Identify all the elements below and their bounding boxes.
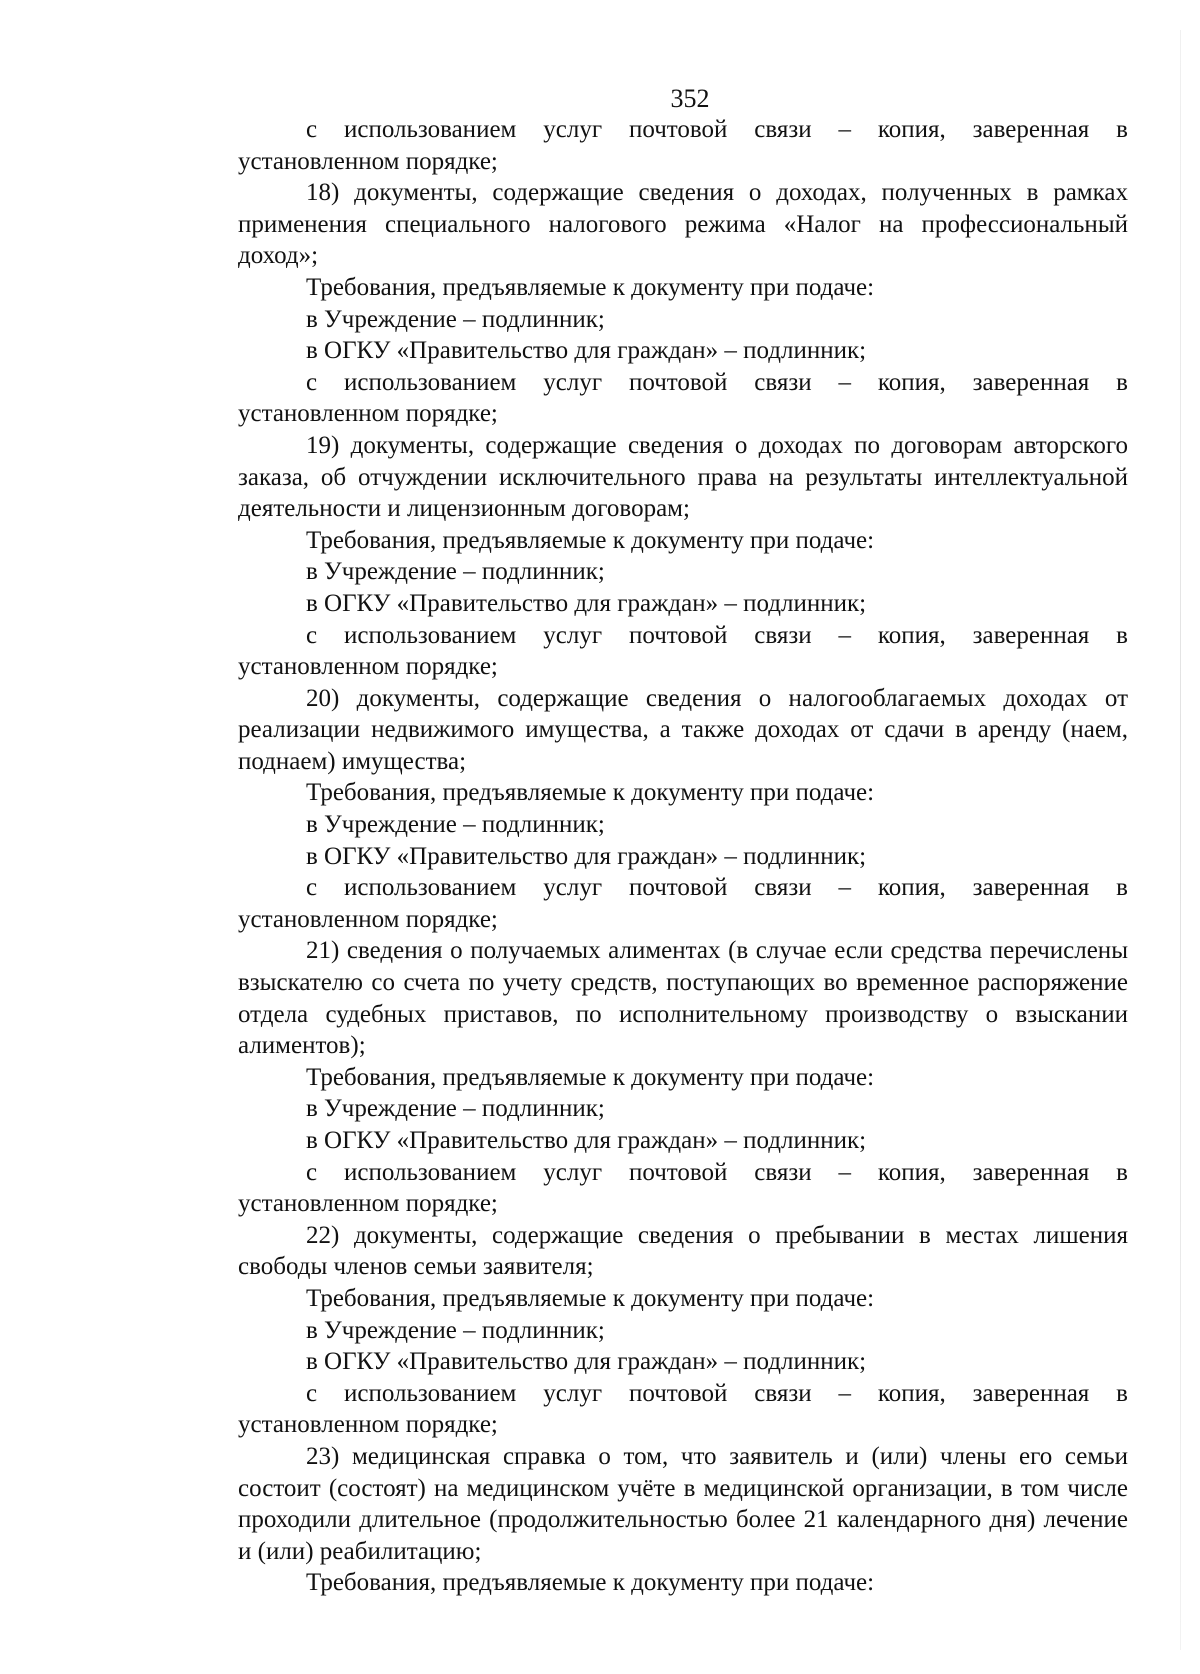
paragraph: Требования, предъявляемые к документу при подаче: (306, 526, 875, 554)
paragraph: в ОГКУ «Правительство для граждан» – подлинник; (306, 842, 867, 870)
paragraph: Требования, предъявляемые к документу при подаче: (306, 1063, 875, 1091)
paragraph: Требования, предъявляемые к документу при подаче: (306, 779, 875, 807)
paragraph: в Учреждение – подлинник; (306, 558, 605, 586)
paragraph: с использованием услуг почтовой связи – копия, заверенная в установленном порядке; (238, 116, 1128, 175)
paragraph: в Учреждение – подлинник; (306, 1316, 605, 1344)
paragraph: 20) документы, содержащие сведения о налогооблагаемых доходах от реализации недвижимого имущества, а также доходах от сдачи в аренду (наем, поднаем) имущества; (238, 684, 1128, 775)
paragraph: Требования, предъявляемые к документу при подаче: (306, 1284, 875, 1312)
paragraph: в ОГКУ «Правительство для граждан» – подлинник; (306, 337, 867, 365)
document-body (238, 114, 1128, 1599)
paragraph: в Учреждение – подлинник; (306, 1095, 605, 1123)
paragraph: в ОГКУ «Правительство для граждан» – подлинник; (306, 589, 867, 617)
paragraph: в ОГКУ «Правительство для граждан» – подлинник; (306, 1348, 867, 1376)
paragraph: с использованием услуг почтовой связи – копия, заверенная в установленном порядке; (238, 1158, 1128, 1218)
paragraph: 22) документы, содержащие сведения о пребывании в местах лишения свободы членов семьи заявителя; (238, 1221, 1128, 1281)
paragraph: с использованием услуг почтовой связи – копия, заверенная в установленном порядке; (238, 874, 1128, 933)
scan-edge-line (1180, 30, 1181, 1650)
paragraph: 18) документы, содержащие сведения о доходах, полученных в рамках применения специального налогового режима «Налог на профессиональный доход»; (238, 179, 1128, 270)
paragraph: Требования, предъявляемые к документу при подаче: (306, 1569, 875, 1597)
paragraph: 23) медицинская справка о том, что заявитель и (или) члены его семьи состоит (состоят) на медицинском учёте в медицинской организации, в том числе проходили длительное (продолжительностью более 21 календарного дня) лечение и (или) реабилитацию; (238, 1442, 1128, 1565)
paragraph: в Учреждение – подлинник; (306, 811, 605, 839)
paragraph: в Учреждение – подлинник; (306, 305, 605, 333)
paragraph: 21) сведения о получаемых алиментах (в случае если средства перечислены взыскателю со счета по учету средств, поступающих во временное распоряжение отдела судебных приставов, по исполнительному производству о взыскании алиментов); (238, 937, 1128, 1060)
paragraph: с использованием услуг почтовой связи – копия, заверенная в установленном порядке; (238, 621, 1128, 681)
paragraph: с использованием услуг почтовой связи – копия, заверенная в установленном порядке; (238, 1379, 1128, 1439)
paragraph: Требования, предъявляемые к документу при подаче: (306, 273, 875, 301)
paragraph: с использованием услуг почтовой связи – копия, заверенная в установленном порядке; (238, 368, 1128, 428)
page-number: 352 (670, 84, 710, 113)
paragraph: в ОГКУ «Правительство для граждан» – подлинник; (306, 1127, 867, 1154)
paragraph: 19) документы, содержащие сведения о доходах по договорам авторского заказа, об отчуждении исключительного права на результаты интеллектуальной деятельности и лицензионным договорам; (238, 431, 1128, 523)
